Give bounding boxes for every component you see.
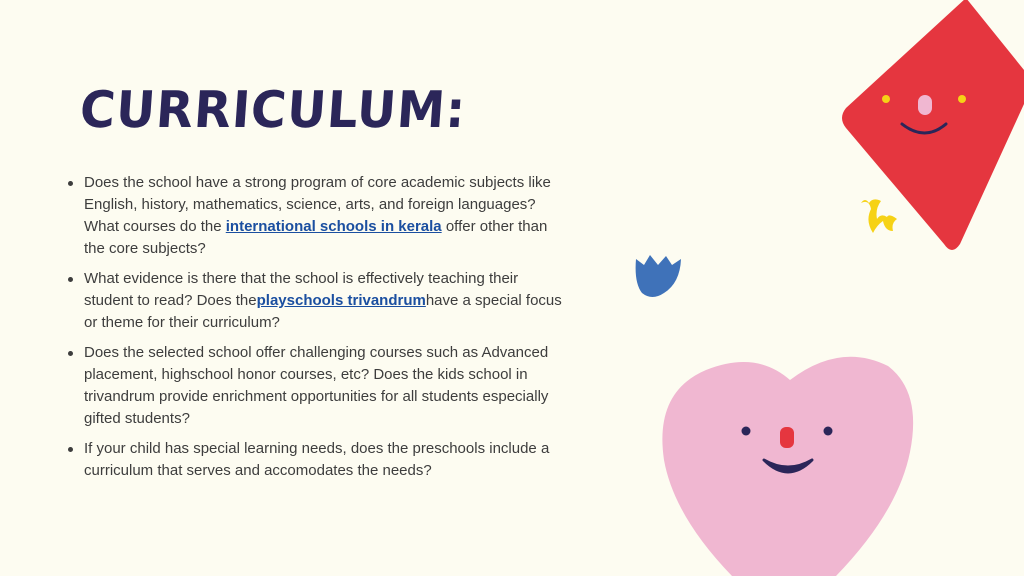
bullet-dot: [68, 447, 73, 452]
bullet-text: have a special focus or theme for their curriculum?: [84, 292, 562, 331]
bullet-text: What evidence is there that the school is effectively teaching their student to read? Does the: [84, 270, 519, 309]
bullet-text: offer other than the core subjects?: [84, 218, 548, 257]
yellow-squiggle-icon: [855, 195, 900, 240]
bullet-dot: [68, 351, 73, 356]
bullet-text: Does the selected school offer challenging courses such as Advanced placement, highschool honor courses, etc? Does the kids school in trivandrum provide enrichment opportunities for all students especially gifted students?: [84, 344, 549, 427]
bullet-text: Does the school have a strong program of core academic subjects like English, history, mathematics, science, arts, and foreign languages? What courses do the: [84, 174, 551, 235]
bullet-text: If your child has special learning needs, does the preschools include a curriculum that serves and accomodates the needs?: [84, 440, 550, 479]
bullet-dot: [68, 277, 73, 282]
playschools-link[interactable]: playschools trivandrum: [256, 292, 426, 309]
page-title: CURRICULUM:: [77, 80, 469, 140]
list-item: [68, 438, 568, 482]
bullet-list: [68, 172, 568, 490]
blue-tulip-icon: [634, 253, 684, 299]
bullet-dot: [68, 181, 73, 186]
pink-heart-face-icon: [660, 352, 914, 576]
list-item: [68, 342, 568, 430]
international-schools-link[interactable]: international schools in kerala: [225, 218, 442, 235]
list-item: [68, 172, 568, 260]
list-item: [68, 268, 568, 334]
